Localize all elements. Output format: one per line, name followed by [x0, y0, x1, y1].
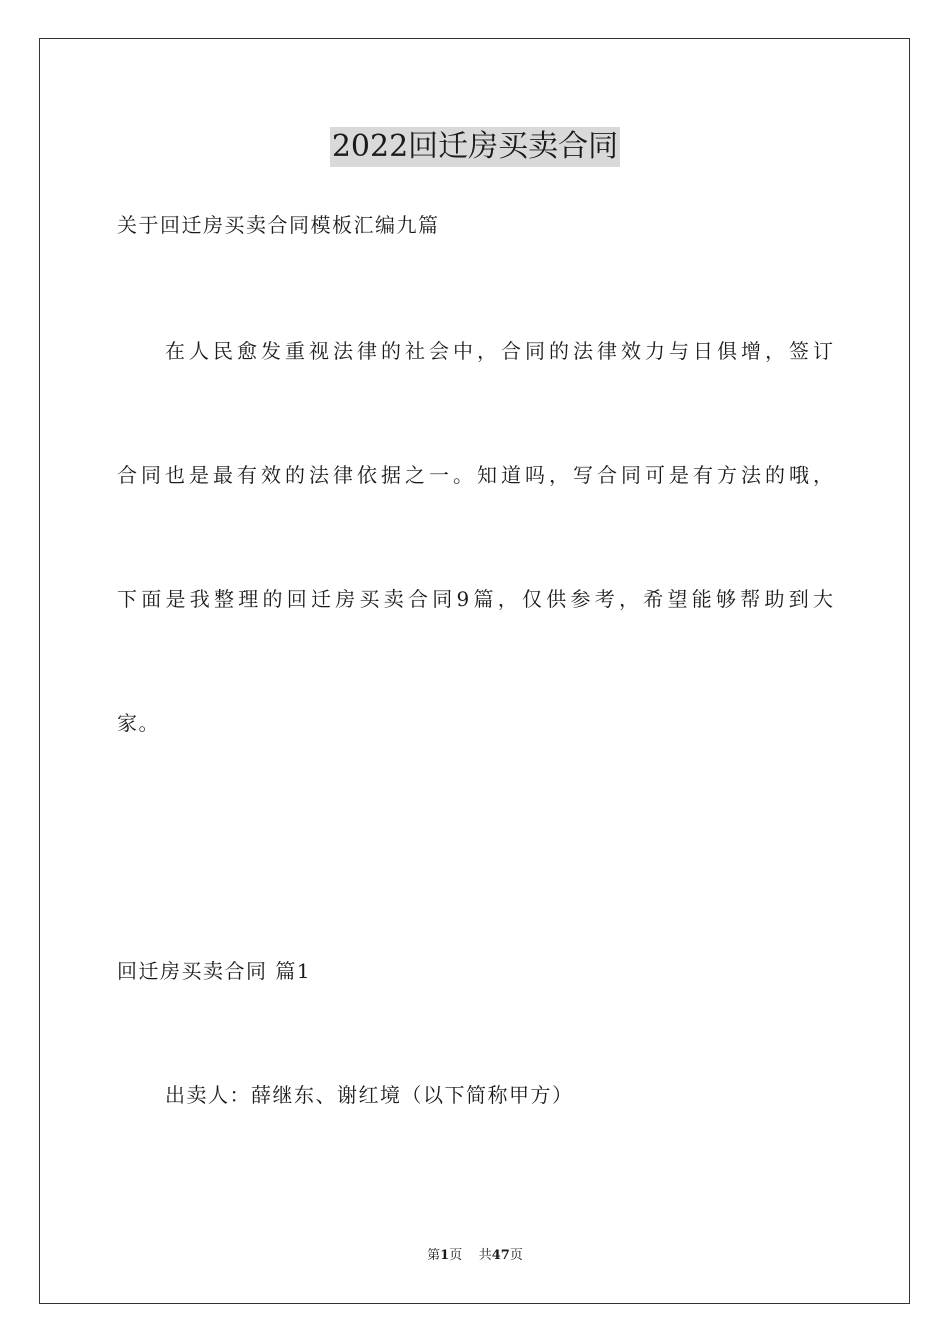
intro-line-4: 家。: [117, 711, 160, 735]
intro-line-1: 在人民愈发重视法律的社会中，合同的法律效力与日俱增，签订: [165, 339, 833, 363]
footer-total-prefix: 共: [478, 1248, 492, 1263]
footer-total-suffix: 页: [509, 1248, 523, 1263]
title-container: [0, 127, 950, 167]
footer-page-number: 1: [440, 1248, 450, 1263]
footer-page-prefix: 第: [427, 1248, 441, 1263]
document-title: 2022回迁房买卖合同: [330, 127, 620, 167]
document-subtitle: 关于回迁房买卖合同模板汇编九篇: [117, 213, 440, 237]
seller-line: 出卖人：薛继东、谢红境（以下简称甲方）: [165, 1083, 574, 1107]
page-footer: [0, 1247, 950, 1265]
section-heading: 回迁房买卖合同 篇1: [117, 959, 312, 983]
intro-line-2: 合同也是最有效的法律依据之一。知道吗，写合同可是有方法的哦，: [117, 463, 833, 487]
intro-line-3: 下面是我整理的回迁房买卖合同9篇，仅供参考，希望能够帮助到大: [117, 587, 833, 611]
footer-total-pages: 47: [491, 1248, 510, 1263]
footer-page-suffix: 页: [449, 1248, 463, 1263]
